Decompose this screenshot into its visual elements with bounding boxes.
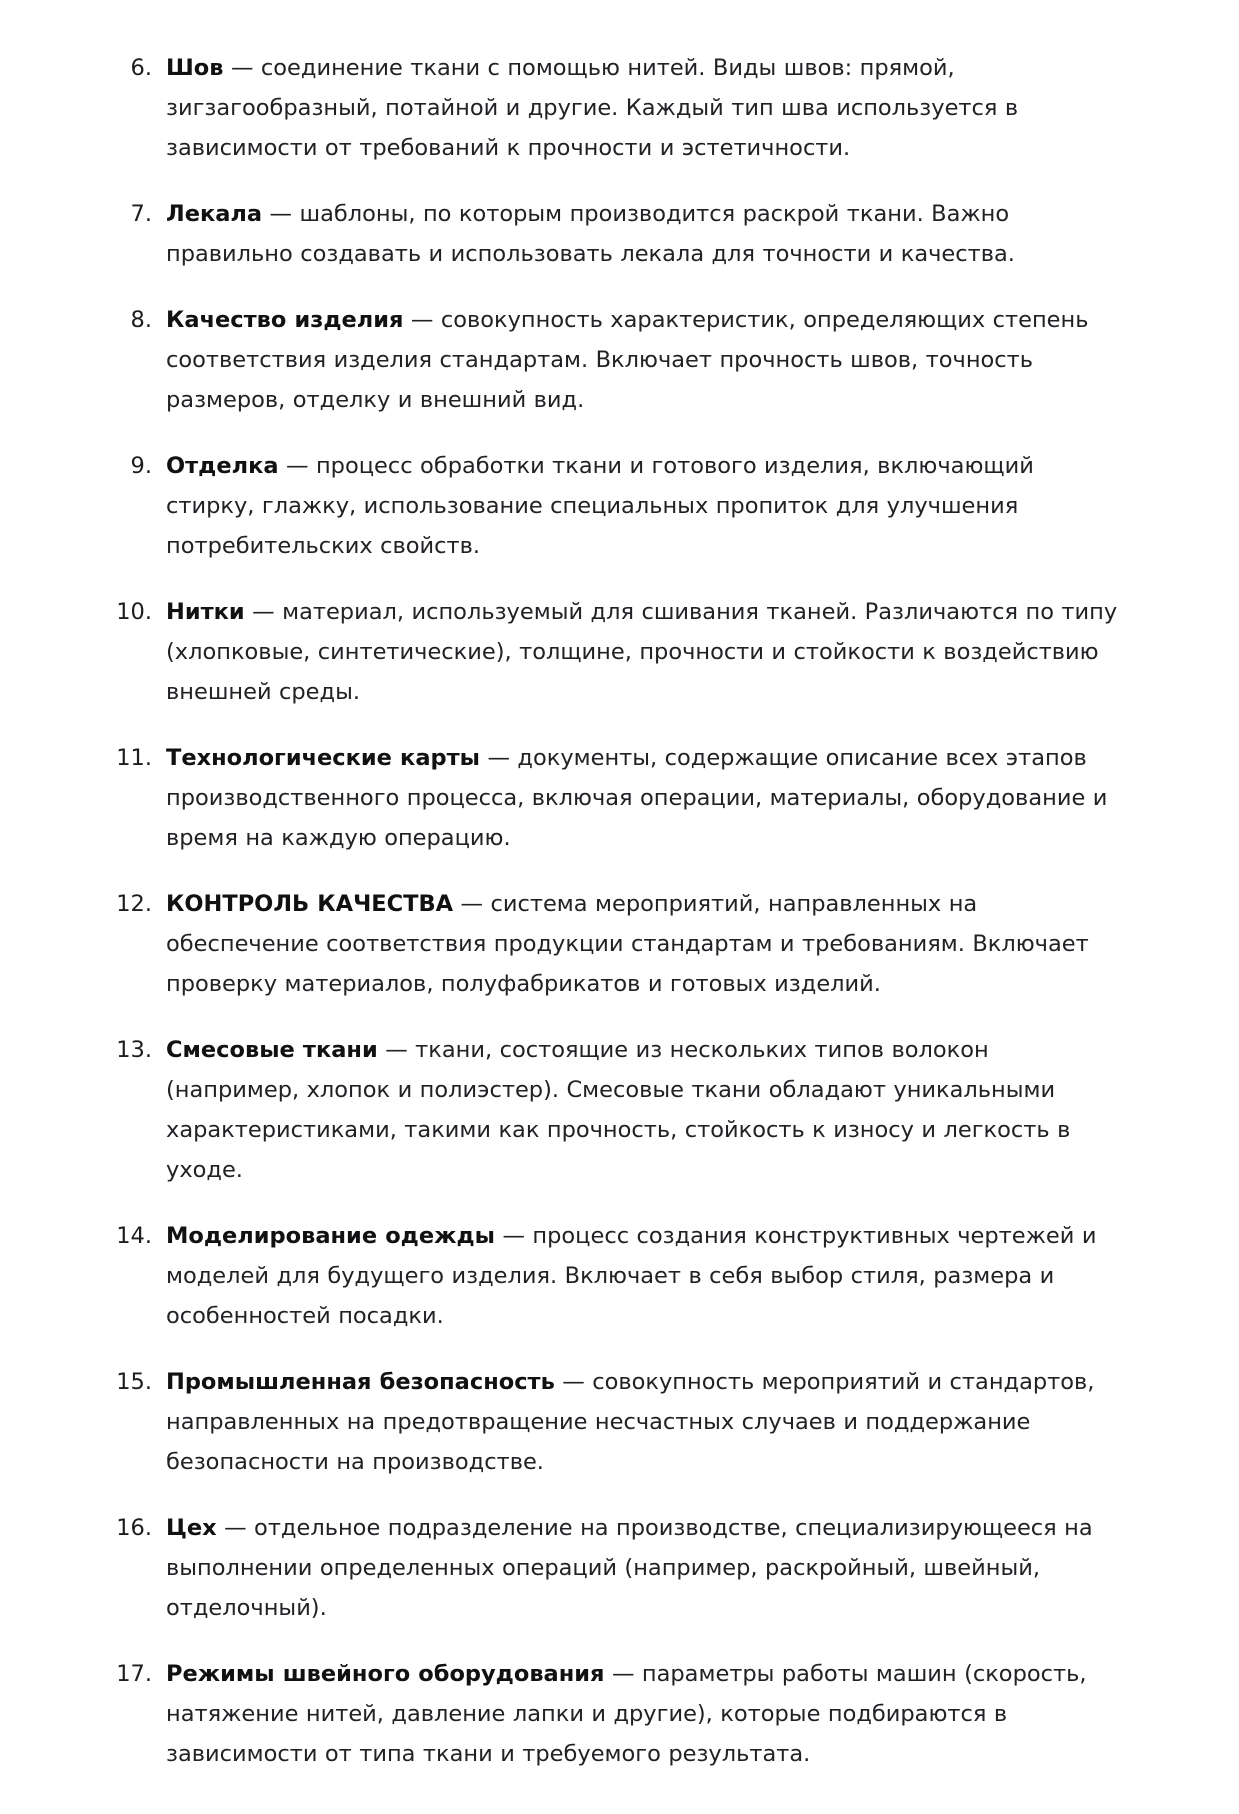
term-label: Качество изделия	[166, 307, 404, 333]
list-item-body	[166, 1508, 1121, 1628]
term-label: Технологические карты	[166, 745, 481, 771]
list-item-number: 12.	[116, 891, 152, 917]
term-label: Лекала	[166, 201, 263, 227]
list-item-body	[166, 1216, 1121, 1336]
term-definition: — шаблоны, по которым производится раскрой ткани. Важно правильно создавать и использовать лекала для точности и качества.	[166, 201, 1015, 267]
list-item	[100, 48, 1121, 168]
term-definition: — отдельное подразделение на производстве, специализирующееся на выполнении определенных операций (например, раскройный, швейный, отделочный).	[166, 1515, 1093, 1621]
term-definition: — материал, используемый для сшивания тканей. Различаются по типу (хлопковые, синтетические), толщине, прочности и стойкости к воздействию внешней среды.	[166, 599, 1118, 705]
list-item-number: 11.	[116, 745, 152, 771]
list-item-body	[166, 1030, 1121, 1190]
list-item-body	[166, 446, 1121, 566]
term-definition: — система мероприятий, направленных на обеспечение соответствия продукции стандартам и требованиям. Включает проверку материалов, полуфабрикатов и готовых изделий.	[166, 891, 1089, 997]
term-definition: — ткани, состоящие из нескольких типов волокон (например, хлопок и полиэстер). Смесовые ткани обладают уникальными характеристиками, такими как прочность, стойкость к износу и легкость в уходе.	[166, 1037, 1071, 1183]
term-label: Промышленная безопасность	[166, 1369, 555, 1395]
list-item-number: 6.	[130, 55, 152, 81]
list-item	[100, 194, 1121, 274]
list-item	[100, 592, 1121, 712]
list-item	[100, 884, 1121, 1004]
term-definition: — процесс обработки ткани и готового изделия, включающий стирку, глажку, использование специальных пропиток для улучшения потребительских свойств.	[166, 453, 1034, 559]
list-item-number: 16.	[116, 1515, 152, 1541]
list-item-body	[166, 1654, 1121, 1774]
list-item	[100, 300, 1121, 420]
list-item	[100, 738, 1121, 858]
term-definition: — параметры работы машин (скорость, натяжение нитей, давление лапки и другие), которые подбираются в зависимости от типа ткани и требуемого результата.	[166, 1661, 1087, 1767]
term-label: Шов	[166, 55, 224, 81]
term-label: Смесовые ткани	[166, 1037, 378, 1063]
list-item	[100, 1362, 1121, 1482]
term-definition: — процесс создания конструктивных чертежей и моделей для будущего изделия. Включает в себя выбор стиля, размера и особенностей посадки.	[166, 1223, 1097, 1329]
term-label: Режимы швейного оборудования	[166, 1661, 605, 1687]
term-definition: — совокупность характеристик, определяющих степень соответствия изделия стандартам. Включает прочность швов, точность размеров, отделку и внешний вид.	[166, 307, 1089, 413]
term-label: КОНТРОЛЬ КАЧЕСТВА	[166, 891, 454, 917]
term-definition: — совокупность мероприятий и стандартов, направленных на предотвращение несчастных случаев и поддержание безопасности на производстве.	[166, 1369, 1095, 1475]
list-item	[100, 1216, 1121, 1336]
list-item-number: 15.	[116, 1369, 152, 1395]
list-item-body	[166, 48, 1121, 168]
list-item	[100, 1654, 1121, 1774]
glossary-list	[100, 48, 1121, 1774]
list-item-body	[166, 194, 1121, 274]
list-item-body	[166, 592, 1121, 712]
list-item-number: 7.	[130, 201, 152, 227]
term-label: Нитки	[166, 599, 245, 625]
list-item-body	[166, 1362, 1121, 1482]
term-label: Моделирование одежды	[166, 1223, 496, 1249]
list-item-number: 9.	[130, 453, 152, 479]
list-item-number: 14.	[116, 1223, 152, 1249]
list-item-body	[166, 300, 1121, 420]
term-label: Цех	[166, 1515, 217, 1541]
list-item-body	[166, 738, 1121, 858]
list-item	[100, 446, 1121, 566]
list-item	[100, 1508, 1121, 1628]
list-item	[100, 1030, 1121, 1190]
list-item-number: 17.	[116, 1661, 152, 1687]
list-item-number: 10.	[116, 599, 152, 625]
list-item-number: 8.	[130, 307, 152, 333]
list-item-number: 13.	[116, 1037, 152, 1063]
term-label: Отделка	[166, 453, 279, 479]
list-item-body	[166, 884, 1121, 1004]
term-definition: — документы, содержащие описание всех этапов производственного процесса, включая операции, материалы, оборудование и время на каждую операцию.	[166, 745, 1108, 851]
term-definition: — соединение ткани с помощью нитей. Виды швов: прямой, зигзагообразный, потайной и другие. Каждый тип шва используется в зависимости от требований к прочности и эстетичности.	[166, 55, 1019, 161]
